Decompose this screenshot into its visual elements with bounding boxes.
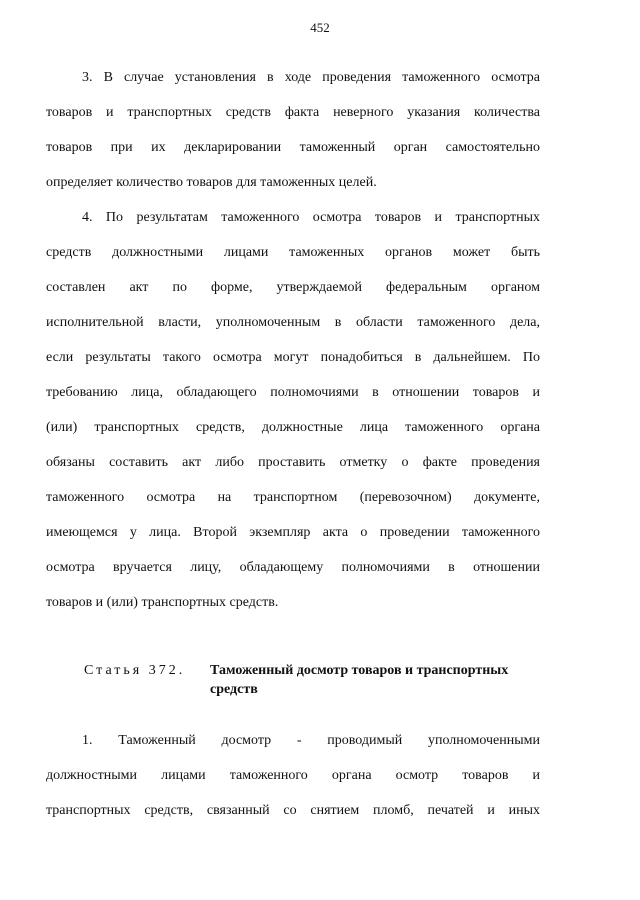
text-line: обязаны составить акт либо проставить отметку о факте проведения: [46, 455, 540, 470]
text-line: имеющемся у лица. Второй экземпляр акта о проведении таможенного: [46, 525, 540, 540]
text-line: исполнительной власти, уполномоченным в области таможенного дела,: [46, 315, 540, 330]
text-line: таможенного осмотра на транспортном (перевозочном) документе,: [46, 490, 540, 505]
article-number: Статья 372.: [84, 663, 186, 678]
text-line: 3. В случае установления в ходе проведения таможенного осмотра: [82, 70, 540, 85]
text-line: если результаты такого осмотра могут понадобиться в дальнейшем. По: [46, 350, 540, 365]
article-title-line: средств: [210, 682, 258, 697]
text-line: составлен акт по форме, утверждаемой федеральным органом: [46, 280, 540, 295]
article-title-line: Таможенный досмотр товаров и транспортных: [210, 663, 509, 678]
text-line: 1. Таможенный досмотр - проводимый уполномоченными: [82, 733, 540, 748]
text-line: осмотра вручается лицу, обладающему полномочиями в отношении: [46, 560, 540, 575]
text-line: товаров при их декларировании таможенный орган самостоятельно: [46, 140, 540, 155]
text-line: транспортных средств, связанный со снятием пломб, печатей и иных: [46, 803, 540, 818]
text-line: требованию лица, обладающего полномочиями в отношении товаров и: [46, 385, 540, 400]
text-line: должностными лицами таможенного органа осмотр товаров и: [46, 768, 540, 783]
text-line: 4. По результатам таможенного осмотра товаров и транспортных: [82, 210, 540, 225]
text-line: определяет количество товаров для таможенных целей.: [46, 175, 377, 190]
text-line: (или) транспортных средств, должностные лица таможенного органа: [46, 420, 540, 435]
page-number: 452: [310, 20, 330, 35]
text-line: товаров и транспортных средств факта неверного указания количества: [46, 105, 540, 120]
text-line: средств должностными лицами таможенных органов может быть: [46, 245, 540, 260]
text-line: товаров и (или) транспортных средств.: [46, 595, 279, 610]
